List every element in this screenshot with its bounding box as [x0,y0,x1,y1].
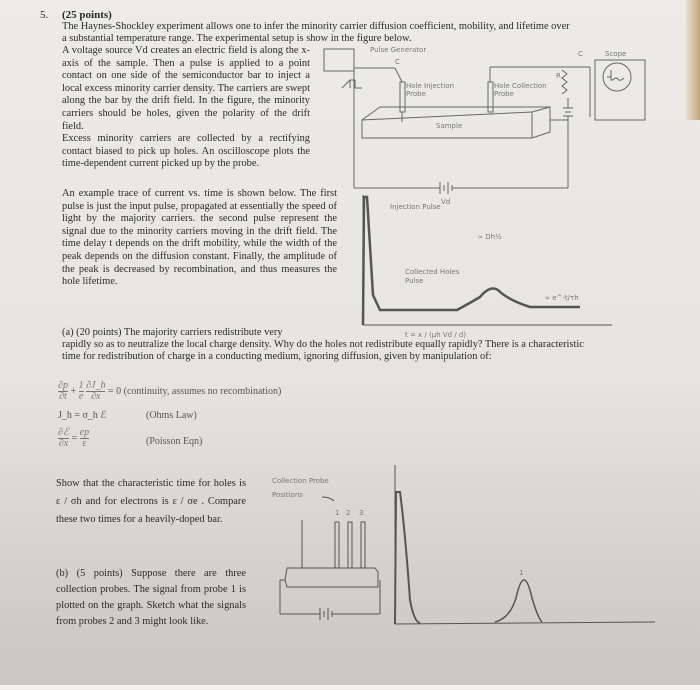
svg-text:1: 1 [519,569,524,577]
svg-text:Collected Holes: Collected Holes [405,268,460,276]
part-b-text: (b) (5 points) Suppose there are three collection probes. The signal from probe 1 is plotted on the graph. Sketch what the signals from probes 2 and 3 might look like. [56,568,246,627]
problem-points: (25 points) [62,9,112,21]
svg-text:Pulse Generator: Pulse Generator [370,46,427,54]
current-trace-diagram [0,185,700,339]
part-a-show-text: Show that the characteristic time for holes is ε / σh and for electrons is ε / σe . Compare these two times for a heavily-doped bar. [56,478,246,525]
svg-text:∝ Dh½: ∝ Dh½ [478,233,502,241]
svg-text:C: C [578,50,583,58]
svg-text:∝ e^-t/τh: ∝ e^-t/τh [545,294,579,302]
intro-line-2: a substantial temperature range. The experimental setup is show in the figure below. [62,33,412,44]
collection-paragraph: Excess minority carriers are collected by a rectifying contact biased to pick up holes. An oscilloscope plots the time-dependent current picked up by the probe. [62,133,310,170]
svg-text:C: C [395,58,400,66]
ohms-law-equation: J_h = σ_h ℰ [58,410,107,421]
svg-text:Pulse: Pulse [405,277,424,285]
svg-text:Injection Pulse: Injection Pulse [390,203,441,211]
problem-number: 5. [40,9,49,21]
part-a-line-1: (a) (20 points) The majority carriers redistribute very [62,327,283,338]
svg-text:Probe: Probe [406,90,426,98]
intro-line-1: The Haynes-Shockley experiment allows one to infer the minority carrier diffusion coefficient, mobility, and lifetime over [62,21,570,32]
svg-text:Collection Probe: Collection Probe [272,477,329,485]
svg-text:Hole Collection: Hole Collection [494,82,547,90]
svg-text:Scope: Scope [605,50,627,58]
svg-text:R: R [556,72,561,80]
page-bottom-edge [0,685,700,689]
probe-positions-diagram [0,460,700,690]
svg-text:Probe: Probe [494,90,514,98]
svg-text:t = x / (μh Vd / d): t = x / (μh Vd / d) [405,331,467,339]
svg-text:2: 2 [346,509,351,517]
poisson-equation: $\frac{\text{∂ℰ}}{\partial x}$ = $\frac{ep}{\varepsilon}$ [58,427,90,449]
part-a-line-3: time for redistribution of charge in a conducting medium, ignoring diffusion, given by manipulation of: [62,351,492,362]
part-a-line-2: rapidly so as to neutralize the local charge density. Why do the holes not redistribute equally rapidly? There is a characteristic [62,339,584,350]
svg-text:Hole Injection: Hole Injection [406,82,455,90]
svg-text:Sample: Sample [436,122,463,130]
svg-text:1: 1 [335,509,340,517]
svg-text:Vd: Vd [441,198,451,206]
continuity-equation: $\frac{\partial p}{\partial t}$ + $\frac{1}{e}$ $\frac{\partial J\_h}{\partial x}$ = 0 (continuity, assumes no recombination) [58,380,282,402]
svg-text:3: 3 [359,509,364,517]
setup-paragraph: A voltage source Vd creates an electric field is along the x-axis of the sample. Then a pulse is applied to a point contact on one side of the semiconductor bar to inject a local excess minority carrier density. The carriers are swept along the bar by the drift field. In the figure, the minority carriers should be holes, given the polarity of the drift field. [62,45,310,132]
ohms-law-label: (Ohms Law) [146,410,197,421]
setup-diagram [0,0,700,206]
poisson-label: (Poisson Eqn) [146,436,203,447]
svg-text:Positions: Positions [272,491,303,499]
trace-paragraph: An example trace of current vs. time is shown below. The first pulse is just the input pulse, propagated at essentially the speed of light by the majority carriers. the second pulse represent the signal due to the minority carriers moving in the drift field. The time delay t depends on the drift mobility, while the width of the peak depends on the diffusion constant. Finally, the amplitude of the peak is decreased by recombination, and thus measures the hole lifetime. [62,188,337,288]
